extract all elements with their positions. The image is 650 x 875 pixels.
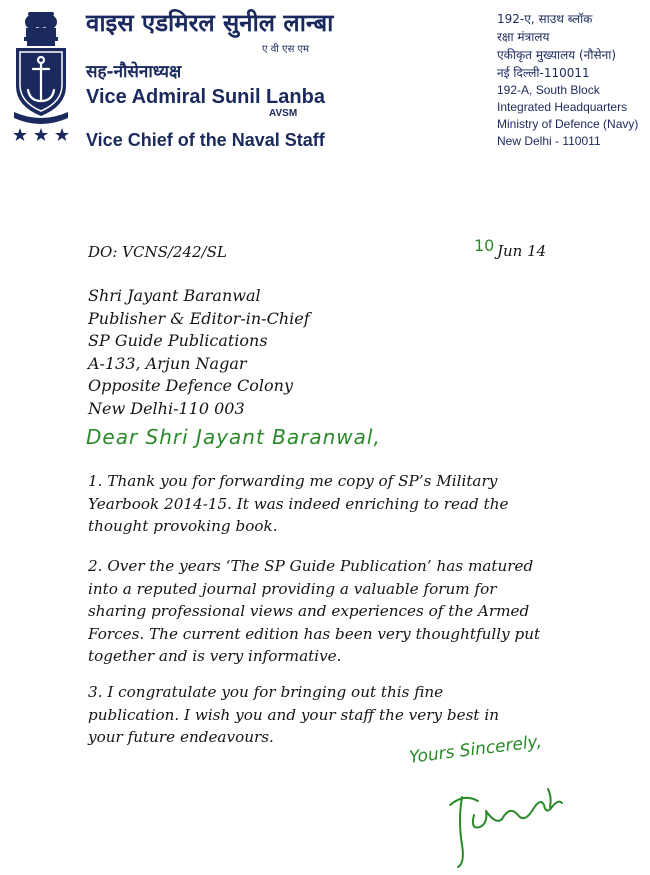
letterhead-name-hindi: वाइस एडमिरल सुनील लान्बा [86, 9, 334, 37]
address-hindi-line: रक्षा मंत्रालय [497, 30, 550, 44]
address-english-line: Ministry of Defence (Navy) [497, 117, 639, 131]
paragraph-1 [88, 470, 608, 538]
recipient-line: New Delhi-110 003 [88, 398, 245, 418]
handwritten-signature [440, 775, 580, 870]
paragraph-line: sharing professional views and experiences of the Armed [88, 602, 530, 620]
letterhead-address [497, 10, 647, 150]
recipient-line: A-133, Arjun Nagar [88, 353, 247, 373]
closing-handwritten: Yours Sincerely, [408, 731, 543, 768]
paragraph-line: publication. I wish you and your staff the very best in [88, 705, 499, 724]
paragraph-line: your future endeavours. [88, 728, 274, 746]
date-month-year: Jun 14 [497, 242, 547, 260]
paragraph-line: into a reputed journal providing a valuable forum for [88, 579, 497, 598]
paragraph-line: Forces. The current edition has been very thoughtfully put [88, 624, 541, 643]
salutation-handwritten: Dear Shri Jayant Baranwal, [86, 425, 381, 449]
recipient-line: SP Guide Publications [88, 331, 268, 350]
letterhead-name-english: Vice Admiral Sunil Lanba [86, 86, 325, 108]
recipient-line: Opposite Defence Colony [88, 376, 294, 395]
reference-number: DO: VCNS/242/SL [88, 243, 227, 261]
letterhead-decoration-english: AVSM [269, 108, 298, 119]
address-hindi-line: नई दिल्ली-110011 [497, 66, 590, 80]
letterhead-title-english: Vice Chief of the Naval Staff [86, 130, 325, 150]
paragraph-line: together and is very informative. [88, 647, 342, 665]
address-english-line: Integrated Headquarters [497, 100, 628, 114]
paragraph-line: 2. Over the years ‘The SP Guide Publication’ has matured [88, 557, 534, 575]
recipient-line: Shri Jayant Baranwal [88, 286, 261, 305]
recipient-line: Publisher & Editor-in-Chief [88, 308, 310, 328]
address-hindi-line: एकीकृत मुख्यालय (नौसेना) [497, 48, 617, 62]
navy-emblem-logo [6, 8, 76, 143]
paragraph-line: 3. I congratulate you for bringing out this fine [88, 683, 444, 701]
recipient-address [88, 285, 310, 420]
address-english-line: 192-A, South Block [497, 83, 600, 97]
paragraph-line: 1. Thank you for forwarding me copy of SP’s Military [88, 472, 498, 490]
letterhead-title-hindi: सह-नौसेनाध्यक्ष [86, 62, 182, 82]
paragraph-2 [88, 555, 608, 668]
address-hindi-line: 192-ए, साउथ ब्लॉक [497, 12, 593, 26]
paragraph-line: Yearbook 2014-15. It was indeed enriching to read the [88, 494, 509, 513]
letterhead-decoration-hindi: ए वी एस एम [262, 44, 310, 55]
date-day-handwritten: 10 [474, 236, 495, 255]
paragraph-line: thought provoking book. [88, 517, 278, 535]
address-english-line: New Delhi - 110011 [497, 134, 601, 148]
